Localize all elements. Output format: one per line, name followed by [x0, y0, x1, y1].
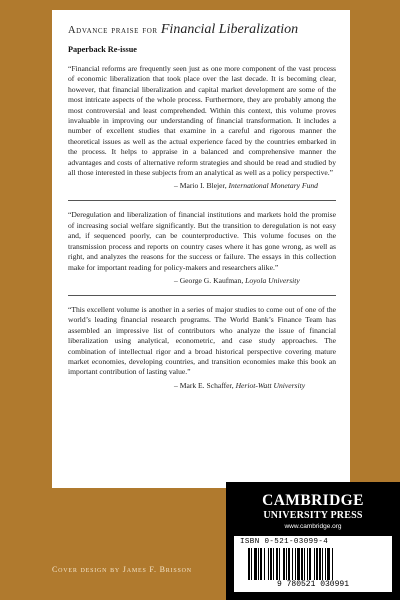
barcode-bar — [295, 548, 296, 580]
attribution-affiliation: International Monetary Fund — [228, 181, 318, 191]
barcode-bar — [283, 548, 285, 580]
barcode-bar — [264, 548, 265, 580]
attribution-schaffer — [68, 381, 336, 391]
barcode-bar — [268, 548, 269, 580]
barcode-bar — [254, 548, 257, 580]
barcode-bar — [327, 548, 330, 580]
barcode-icon — [248, 548, 378, 580]
cover-design-credit — [52, 565, 222, 574]
attribution-blejer — [68, 181, 336, 191]
isbn-text: ISBN 0-521-03099-4 — [240, 538, 329, 546]
barcode-bar — [258, 548, 259, 580]
barcode-bar — [332, 548, 333, 580]
divider — [68, 295, 336, 296]
barcode-bar — [248, 548, 250, 580]
attribution-name: – Mario I. Blejer, — [174, 181, 229, 191]
barcode-bar — [314, 548, 315, 580]
barcode-bar — [292, 548, 293, 580]
barcode-box — [234, 536, 392, 592]
barcode-bar — [301, 548, 303, 580]
barcode-bar — [304, 548, 305, 580]
ean-number: 9 780521 030991 — [276, 580, 349, 589]
publisher-url: www.cambridge.org — [284, 523, 342, 530]
barcode-bar — [288, 548, 290, 580]
attribution-affiliation: Heriot-Watt University — [235, 380, 306, 390]
book-title: Financial Liberalization — [160, 22, 299, 37]
attribution-affiliation: Loyola University — [245, 275, 300, 285]
praise-panel — [52, 10, 350, 488]
barcode-bar — [309, 548, 311, 580]
barcode-bar — [297, 548, 300, 580]
barcode-bar — [251, 548, 252, 580]
barcode-bar — [286, 548, 287, 580]
barcode-bar — [325, 548, 326, 580]
barcode-bar — [279, 548, 280, 580]
divider — [68, 200, 336, 201]
publisher-subtitle: UNIVERSITY PRESS — [263, 510, 363, 521]
barcode-bar — [260, 548, 262, 580]
quote-schaffer: “This excellent volume is another in a series of major studies to come out of one of the world’s leading financial research programs. The World Bank’s Finance Team has assembled an impressive list of contributors who analyze the issue of financial liberalization using analytical, econometric, and case study approaches. The combination of intellectual rigor and a broad historical perspective covering mature market economies, developing countries, and transition economies make this book an important contribution of lasting value.” — [68, 304, 336, 377]
attribution-kaufman — [68, 276, 336, 286]
barcode-bar — [319, 548, 321, 580]
attribution-name: – George G. Kaufman, — [174, 275, 246, 285]
barcode-bar — [273, 548, 274, 580]
barcode-bar — [270, 548, 272, 580]
barcode-bar — [276, 548, 278, 580]
barcode-bar — [322, 548, 323, 580]
praise-prefix: Advance praise for — [68, 25, 158, 36]
barcode-bar — [316, 548, 318, 580]
cover-design-text: Cover design by James F. Brisson — [52, 565, 192, 574]
publisher-name: CAMBRIDGE — [262, 492, 364, 509]
attribution-name: – Mark E. Schaffer, — [174, 380, 236, 390]
edition-label: Paperback Re-issue — [68, 45, 137, 54]
quote-blejer: “Financial reforms are frequently seen just as one more component of the vast process of economic liberalization that took place over the last decade. It is becoming clear, however, that financial liberalization and capital market development are some of the most intricate aspects of the whole process. Furthermore, they are probably among the most controversial and least comprehended. Within this context, this volume proves invaluable in improving our understanding of financial transformation. It includes a number of excellent studies that examine in a careful and rigorous manner the theoretical issues as well as the actual experience faced by the countries embarked in the process. It helps to appraise in a balanced and comprehensive manner the advantages and costs of alternative reform strategies and should be read and studied by all those interested in these subjects from an analytical as well as a policy perspective.” — [68, 64, 336, 178]
publisher-block — [226, 482, 400, 600]
praise-heading — [68, 22, 336, 38]
barcode-bar — [307, 548, 308, 580]
quote-kaufman: “Deregulation and liberalization of financial institutions and markets hold the promise of increasing social welfare significantly. But the transition to deregulation is not easy and, if sequenced poorly, can be counterproductive. This volume focuses on the transmission process and reports on country cases where it has gone wrong, as well as right, and analyzes the reasons for the success or failure. The essays in this collection make for important reading for policy-makers and researchers alike.” — [68, 210, 336, 272]
